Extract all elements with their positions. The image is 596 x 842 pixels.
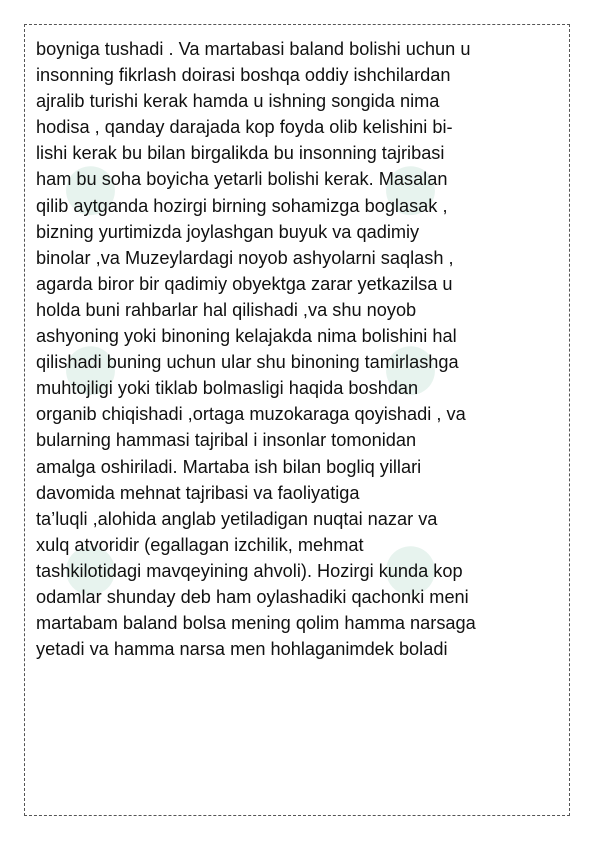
text-line: davomida mehnat tajribasi va faoliyatiga bbox=[36, 482, 360, 503]
watermark-mark: ● bbox=[43, 520, 133, 614]
text-line: lishi kerak bu bilan birgalikda bu insonning tajribasi bbox=[36, 143, 445, 164]
watermark-mark: ● bbox=[43, 320, 133, 414]
watermark-mark: ● bbox=[363, 320, 453, 414]
text-line: qilib aytganda hozirgi birning sohamizga boglasak , bbox=[36, 195, 448, 216]
text-line: bizning yurtimizda joylashgan buyuk va qadimiy bbox=[36, 221, 420, 242]
text-line: bularning hammasi tajribal i insonlar tomonidan bbox=[36, 430, 417, 451]
text-line: insonning fikrlash doirasi boshqa oddiy ishchilardan bbox=[36, 65, 451, 86]
watermark-mark: ● bbox=[363, 140, 453, 234]
watermark-mark: ● bbox=[43, 140, 133, 234]
text-line: binolar ,va Muzeylardagi noyob ashyolarni saqlash , bbox=[36, 247, 454, 268]
text-line: holda buni rahbarlar hal qilishadi ,va shu noyob bbox=[36, 299, 417, 320]
watermark-mark: ● bbox=[363, 520, 453, 614]
text-line: qilishadi buning uchun ular shu binoning tamirlashga bbox=[36, 352, 459, 373]
text-line: amalga oshiriladi. Martaba ish bilan bogliq yillari bbox=[36, 456, 422, 477]
text-line: martabam baland bolsa mening qolim hamma narsaga bbox=[36, 613, 476, 634]
text-line: organib chiqishadi ,ortaga muzokaraga qoyishadi , va bbox=[36, 404, 466, 425]
text-line: agarda biror bir qadimiy obyektga zarar yetkazilsa u bbox=[36, 273, 453, 294]
text-line: ham bu soha boyicha yetarli bolishi kerak. Masalan bbox=[36, 169, 448, 190]
text-line: hodisa , qanday darajada kop foyda olib kelishini bi- bbox=[36, 117, 453, 138]
text-line: odamlar shunday deb ham oylashadiki qachonki meni bbox=[36, 586, 469, 607]
text-line: xulq atvoridir (egallagan izchilik, mehmat bbox=[36, 534, 364, 555]
text-line: ta’luqli ,alohida anglab yetiladigan nuqtai nazar va bbox=[36, 508, 438, 529]
text-line: tashkilotidagi mavqeyining ahvoli). Hozirgi kunda kop bbox=[36, 560, 463, 581]
text-line: boyniga tushadi . Va martabasi baland bolishi uchun u bbox=[36, 39, 471, 59]
text-line: muhtojligi yoki tiklab bolmasligi haqida boshdan bbox=[36, 378, 419, 399]
text-line: ajralib turishi kerak hamda u ishning songida nima bbox=[36, 91, 440, 112]
text-line: ashyoning yoki binoning kelajakda nima bolishini hal bbox=[36, 326, 457, 347]
text-line: yetadi va hamma narsa men hohlaganimdek boladi bbox=[36, 639, 448, 660]
document-body bbox=[36, 36, 570, 662]
